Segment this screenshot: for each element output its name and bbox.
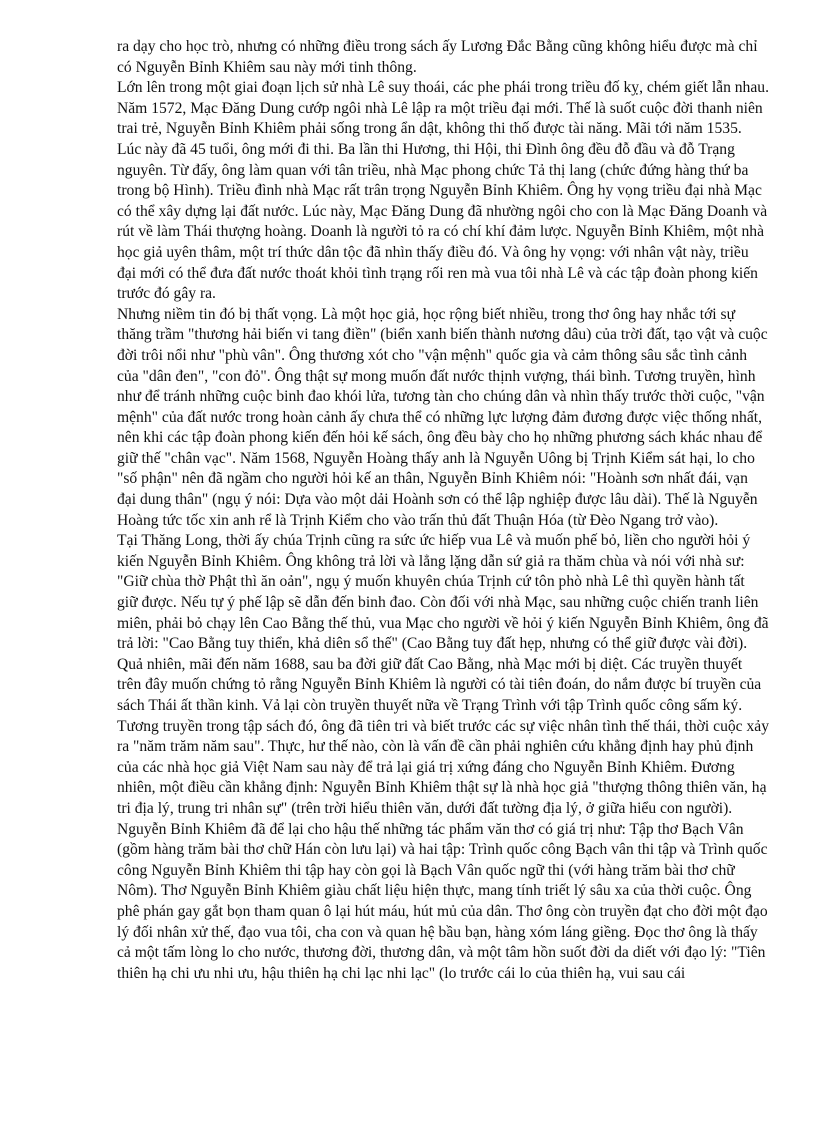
paragraph-intro-continuation: ra dạy cho học trò, nhưng có những điều trong sách ấy Lương Đắc Bằng cũng không hiểu được mà chỉ có Nguyễn Bỉnh Khiêm sau này mới tinh thông. — [117, 38, 758, 76]
document-page — [117, 37, 769, 984]
paragraph-disappointment: Nhưng niềm tin đó bị thất vọng. Là một học giả, học rộng biết nhiều, trong thơ ông hay nhắc tới sự thăng trầm "thương hải biến vi tang điền" (biển xanh biến thành nương dâu) của trời đất, tạo vật và cuộc đời trôi nổi như "phù vân". Ông thương xót cho "vận mệnh" quốc gia và cảm thông sâu sắc tình cảnh của "dân đen", "con đỏ". Ông thật sự mong muốn đất nước thịnh vượng, thái bình. Tương truyền, hình như để tránh những cuộc binh đao khói lửa, tương tàn cho chúng dân và nhìn thấy trước thời cuộc, "vận mệnh" của đất nước trong hoàn cảnh ấy chưa thể có những lực lượng đảm đương được việc thống nhất, nên khi các tập đoàn phong kiến đến hỏi kế sách, ông đều bày cho họ những phương sách khác nhau để giữ thế "chân vạc". Năm 1568, Nguyễn Hoàng thấy anh là Nguyễn Uông bị Trịnh Kiểm sát hại, lo cho "số phận" nên đã ngầm cho người hỏi kế an thân, Nguyễn Bỉnh Khiêm nói: "Hoành sơn nhất đái, vạn đại dung thân" (ngụ ý nói: Dựa vào một dải Hoành sơn có thể lập nghiệp được lâu dài). Thế là Nguyễn Hoàng tức tốc xin anh rể là Trịnh Kiểm cho vào trấn thủ đất Thuận Hóa (từ Đèo Ngang trở vào). — [117, 305, 768, 529]
paragraph-thang-long: Tại Thăng Long, thời ấy chúa Trịnh cũng ra sức ức hiếp vua Lê và muốn phế bỏ, liền cho người hỏi ý kiến Nguyễn Bỉnh Khiêm. Ông không trả lời và lẳng lặng dẫn sứ giả ra thăm chùa và nói với nhà sư: "Giữ chùa thờ Phật thì ăn oản", ngụ ý muốn khuyên chúa Trịnh cứ tôn phò nhà Lê thì quyền hành tất giữ được. Nếu tự ý phế lập sẽ dẫn đến binh đao. Còn đối với nhà Mạc, sau những cuộc chiến tranh liên miên, phải bỏ chạy lên Cao Bằng thế thủ, vua Mạc cho người về hỏi ý kiến Nguyễn Bỉnh Khiêm, ông đã trả lời: "Cao Bằng tuy thiển, khả diên sổ thế" (Cao Bằng tuy đất hẹp, nhưng có thể giữ được vài đời). Quả nhiên, mãi đến năm 1688, sau ba đời giữ đất Cao Bằng, nhà Mạc mới bị diệt. Các truyền thuyết trên đây muốn chứng tỏ rằng Nguyễn Bỉnh Khiêm là người có tài tiên đoán, do nắm được bí truyền của sách Thái ất thần kinh. Vả lại còn truyền thuyết nữa về Trạng Trình với tập Trình quốc công sấm ký. Tương truyền trong tập sách đó, ông đã tiên tri và biết trước các sự việc nhân tình thế thái, thời cuộc xảy ra "năm trăm năm sau". Thực, hư thế nào, còn là vấn đề cần phải nghiên cứu khẳng định hay phủ định của các nhà học giả Việt Nam sau này để trả lại giá trị xứng đáng cho Nguyễn Bỉnh Khiêm. Đương nhiên, một điều cần khẳng định: Nguyễn Bỉnh Khiêm thật sự là nhà học giả "thượng thông thiên văn, hạ tri địa lý, trung tri nhân sự" (trên trời hiểu thiên văn, dưới đất tường địa lý, ở giữa hiểu con người). — [117, 532, 769, 817]
paragraph-literary-works: Nguyễn Bỉnh Khiêm đã để lại cho hậu thế những tác phẩm văn thơ có giá trị như: Tập thơ Bạch Vân (gồm hàng trăm bài thơ chữ Hán còn lưu lại) và hai tập: Trình quốc công Bạch vân thi tập và Trình quốc công Nguyễn Bỉnh Khiêm thi tập hay còn gọi là Bạch Vân quốc ngữ thi (với hàng trăm bài thơ chữ Nôm). Thơ Nguyễn Bỉnh Khiêm giàu chất liệu hiện thực, mang tính triết lý sâu xa của thời cuộc. Ông phê phán gay gắt bọn tham quan ô lại hút máu, hút mủ của dân. Thơ ông còn truyền đạt cho đời một đạo lý đối nhân xử thế, đạo vua tôi, cha con và quan hệ bầu bạn, hàng xóm láng giềng. Đọc thơ ông là thấy cả một tấm lòng lo cho nước, thương đời, thương dân, và một tâm hồn suốt đời da diết với đạo lý: "Tiên thiên hạ chi ưu nhi ưu, hậu thiên hạ chi lạc nhi lạc" (lo trước cái lo của thiên hạ, vui sau cái — [117, 820, 768, 982]
paragraph-mac-dynasty: Lớn lên trong một giai đoạn lịch sử nhà Lê suy thoái, các phe phái trong triều đố kỵ, chém giết lẫn nhau. Năm 1572, Mạc Đăng Dung cướp ngôi nhà Lê lập ra một triều đại mới. Thế là suốt cuộc đời thanh niên trai trẻ, Nguyễn Bỉnh Khiêm phải sống trong ẩn dật, không thi thố được tài năng. Mãi tới năm 1535. Lúc này đã 45 tuổi, ông mới đi thi. Ba lần thi Hương, thi Hội, thi Đình ông đều đỗ đầu và đỗ Trạng nguyên. Từ đấy, ông làm quan với tân triều, nhà Mạc phong chức Tả thị lang (chức đứng hàng thứ ba trong bộ Hình). Triều đình nhà Mạc rất trân trọng Nguyễn Bỉnh Khiêm. Ông hy vọng triều đại nhà Mạc có thể xây dựng lại đất nước. Lúc này, Mạc Đăng Dung đã nhường ngôi cho con là Mạc Đăng Doanh và rút về làm Thái thượng hoàng. Doanh là người tỏ ra có chí khí đảm lược. Nguyễn Bỉnh Khiêm, một nhà học giả uyên thâm, một trí thức dân tộc đã nhìn thấy điều đó. Và ông hy vọng: với nhân vật này, triều đại mới có thể đưa đất nước thoát khỏi tình trạng rối ren mà vua tôi nhà Lê và các tập đoàn phong kiến trước đó gây ra. — [117, 79, 769, 303]
